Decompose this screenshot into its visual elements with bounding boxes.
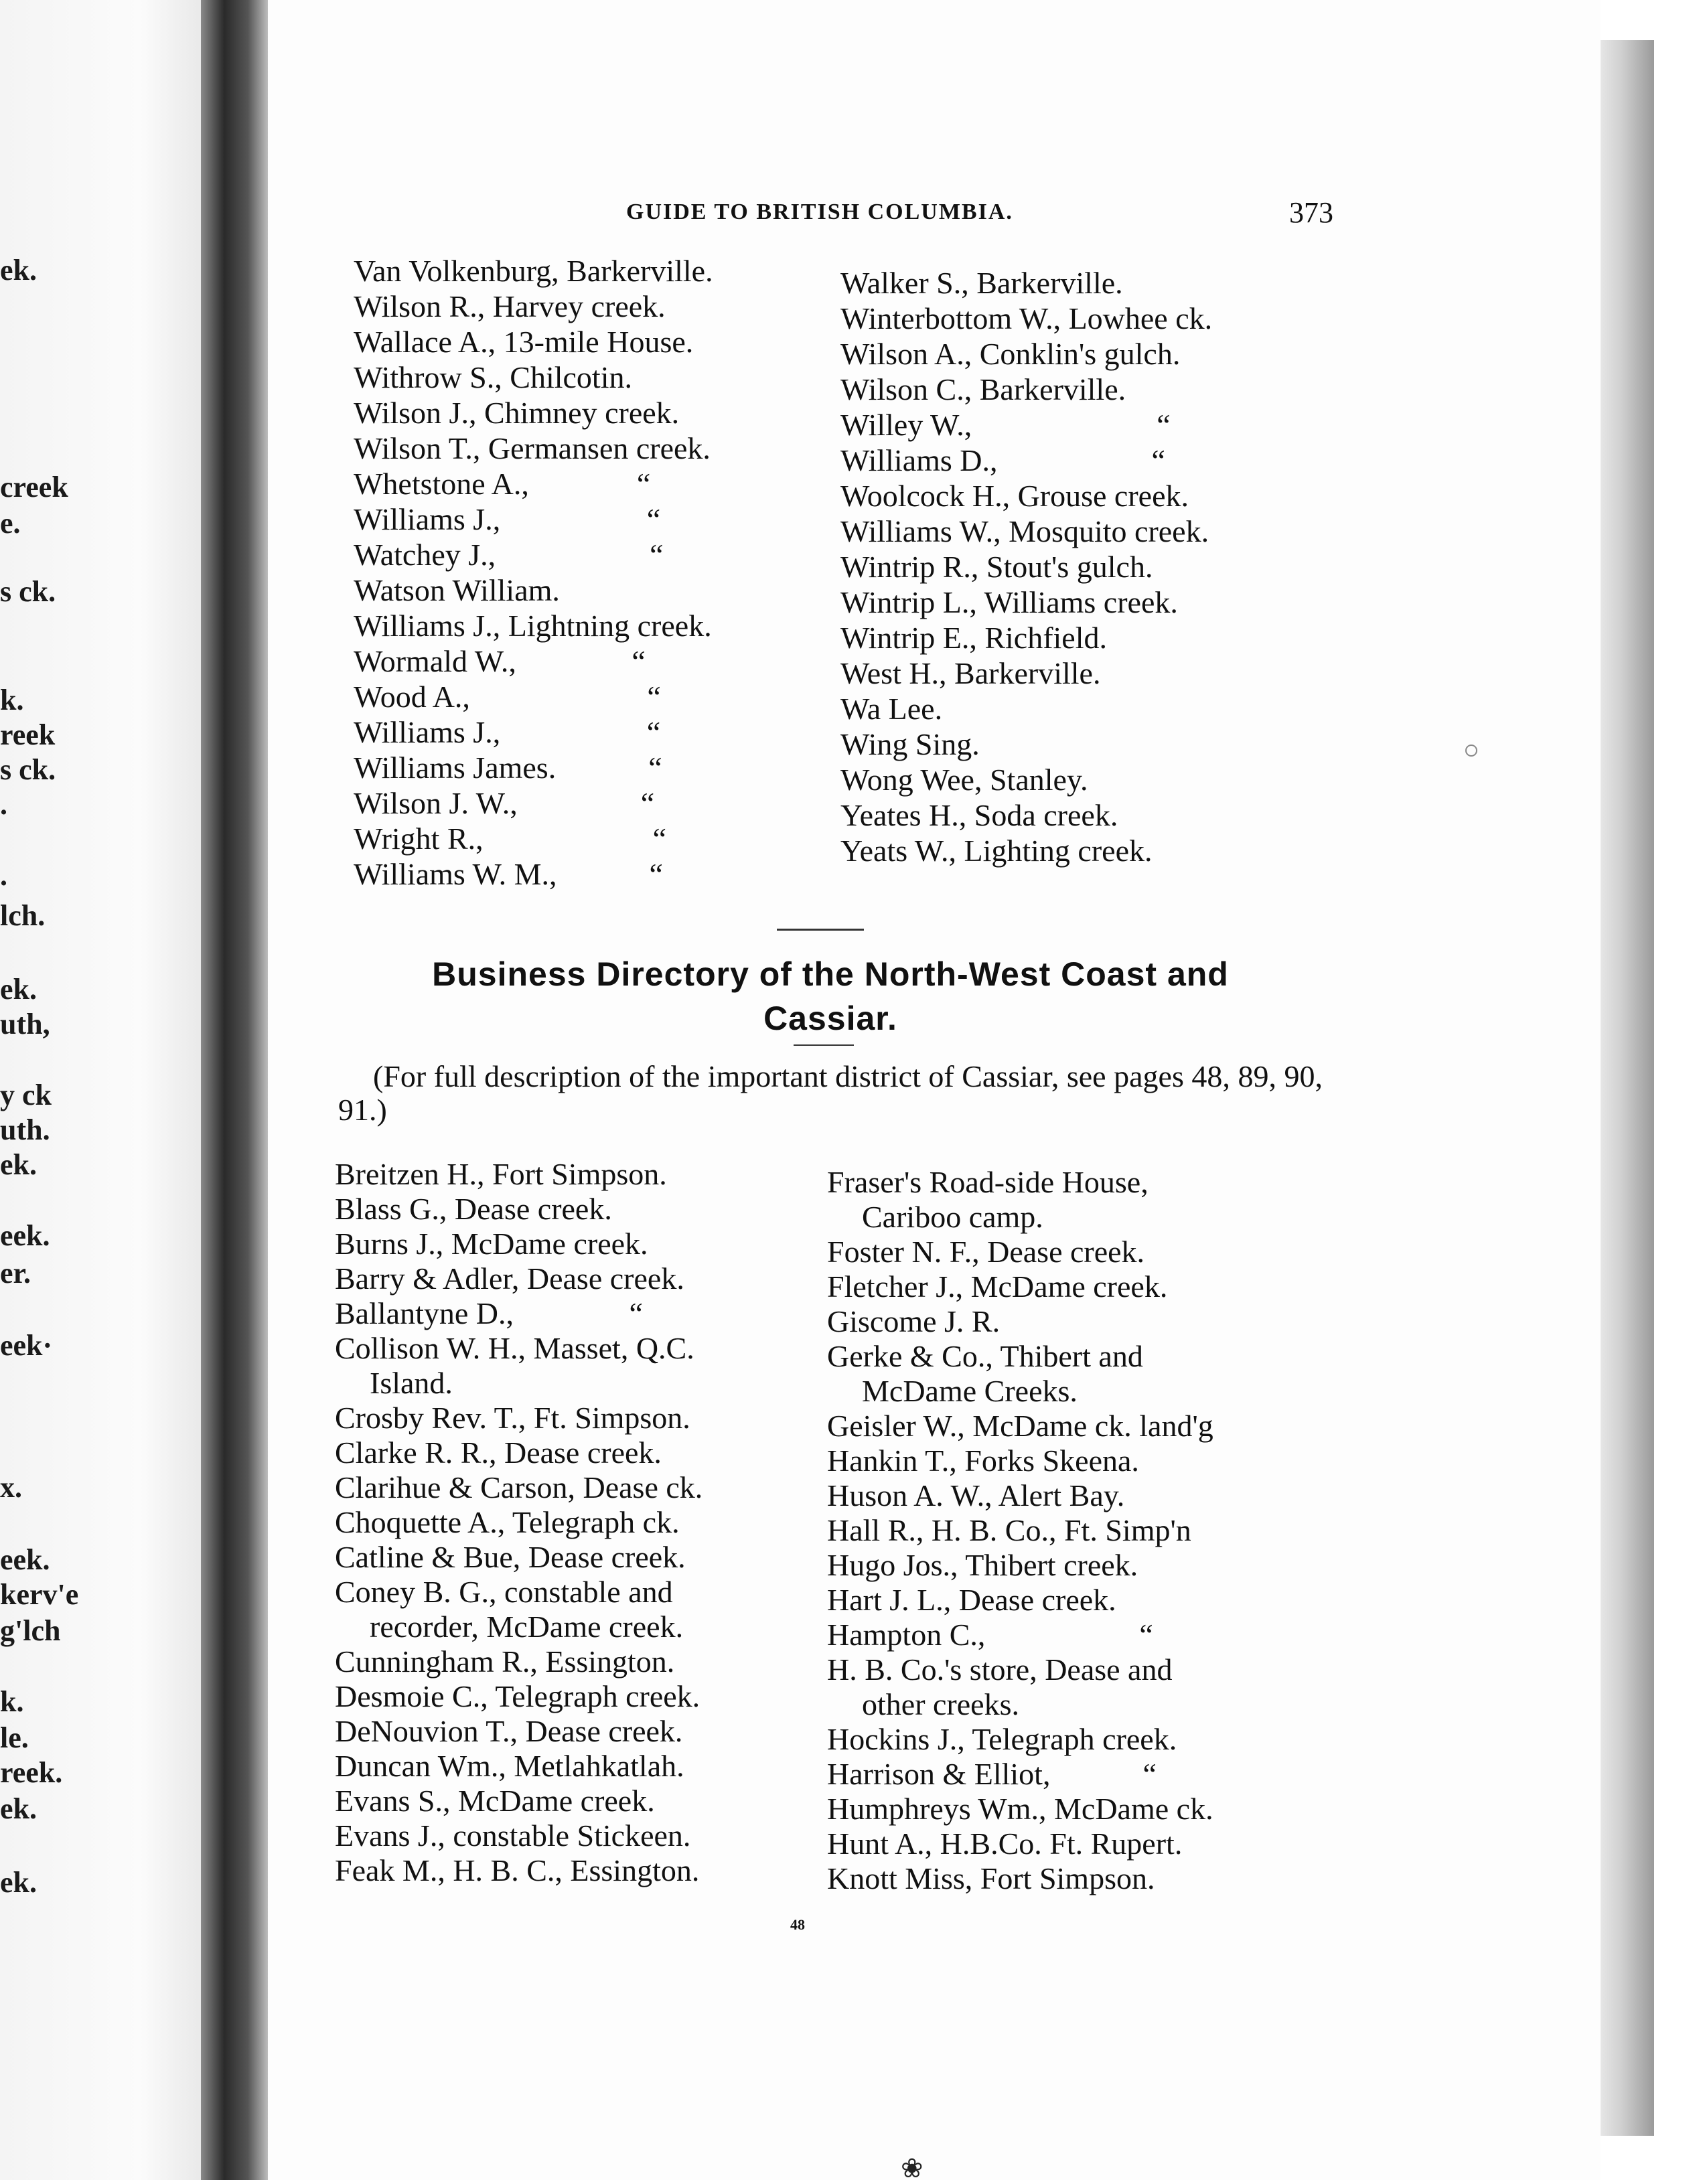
name-entry: Wormald W., “ bbox=[354, 644, 646, 678]
directory-entry: H. B. Co.'s store, Dease and bbox=[827, 1652, 1173, 1687]
name-entry: Williams J., “ bbox=[354, 715, 661, 749]
directory-entry-continuation: other creeks. bbox=[862, 1687, 1019, 1721]
directory-entry: Hampton C., “ bbox=[827, 1618, 1153, 1652]
name-entry: Withrow S., Chilcotin. bbox=[354, 360, 632, 394]
directory-entry: Ballantyne D., “ bbox=[335, 1296, 643, 1330]
directory-entry: Desmoie C., Telegraph creek. bbox=[335, 1679, 700, 1713]
name-entry: Winterbottom W., Lowhee ck. bbox=[840, 301, 1213, 335]
name-entry: Williams James. “ bbox=[354, 751, 662, 785]
directory-entry: Geisler W., McDame ck. land'g bbox=[827, 1409, 1213, 1443]
directory-entry: Choquette A., Telegraph ck. bbox=[335, 1505, 680, 1539]
name-entry: Wood A., “ bbox=[354, 680, 661, 714]
facing-page-fragment: y ck bbox=[0, 1079, 52, 1111]
directory-entry: Hart J. L., Dease creek. bbox=[827, 1583, 1116, 1617]
name-list-left-column bbox=[354, 253, 713, 892]
facing-page-fragment: le. bbox=[0, 1721, 29, 1754]
directory-entry: Burns J., McDame creek. bbox=[335, 1227, 648, 1261]
book-gutter bbox=[201, 0, 268, 2180]
directory-entry-continuation: Island. bbox=[370, 1366, 453, 1400]
facing-page-fragment: creek bbox=[0, 471, 68, 503]
name-entry: Yeates H., Soda creek. bbox=[840, 798, 1118, 832]
name-entry: Wilson A., Conklin's gulch. bbox=[840, 337, 1181, 371]
directory-entry: DeNouvion T., Dease creek. bbox=[335, 1714, 683, 1748]
facing-page-fragment: ek. bbox=[0, 1148, 37, 1181]
name-entry: Van Volkenburg, Barkerville. bbox=[354, 254, 713, 288]
name-entry: Williams W. M., “ bbox=[354, 857, 663, 891]
section-divider-bottom bbox=[794, 1044, 854, 1046]
directory-entry: Hunt A., H.B.Co. Ft. Rupert. bbox=[827, 1826, 1183, 1861]
name-entry: Wright R., “ bbox=[354, 822, 667, 856]
directory-entry: Hugo Jos., Thibert creek. bbox=[827, 1548, 1138, 1582]
name-entry: Woolcock H., Grouse creek. bbox=[840, 479, 1189, 513]
page-edge-shadow bbox=[1601, 40, 1654, 2136]
facing-page-fragment: ek. bbox=[0, 1792, 37, 1825]
facing-page-fragment: uth, bbox=[0, 1008, 50, 1040]
facing-page-fragment: er. bbox=[0, 1257, 31, 1290]
directory-entry: Giscome J. R. bbox=[827, 1304, 1001, 1338]
directory-entry: Catline & Bue, Dease creek. bbox=[335, 1540, 686, 1574]
directory-entry: Blass G., Dease creek. bbox=[335, 1192, 612, 1226]
directory-entry: Fraser's Road-side House, bbox=[827, 1165, 1149, 1199]
facing-page-fragment: kerv'e bbox=[0, 1578, 79, 1611]
name-entry: Whetstone A., “ bbox=[354, 467, 651, 501]
name-entry: Wilson T., Germansen creek. bbox=[354, 431, 711, 465]
directory-entry: Huson A. W., Alert Bay. bbox=[827, 1478, 1125, 1512]
facing-page-fragment: ek. bbox=[0, 973, 37, 1006]
name-entry: Yeats W., Lighting creek. bbox=[840, 834, 1153, 868]
name-entry: Wilson C., Barkerville. bbox=[840, 372, 1126, 406]
directory-entry: Hankin T., Forks Skeena. bbox=[827, 1444, 1139, 1478]
running-head: GUIDE TO BRITISH COLUMBIA. bbox=[626, 200, 1013, 224]
facing-page-fragment: . bbox=[0, 859, 7, 892]
name-entry: Wilson J., Chimney creek. bbox=[354, 396, 680, 430]
directory-entry: Clarihue & Carson, Dease ck. bbox=[335, 1470, 703, 1504]
directory-entry: Breitzen H., Fort Simpson. bbox=[335, 1157, 667, 1191]
name-entry: Wilson J. W., “ bbox=[354, 786, 655, 820]
name-entry: Watson William. bbox=[354, 573, 560, 607]
directory-entry-continuation: recorder, McDame creek. bbox=[370, 1610, 684, 1644]
directory-entry: Gerke & Co., Thibert and bbox=[827, 1339, 1143, 1373]
name-entry: Wa Lee. bbox=[840, 692, 943, 726]
name-entry: Wintrip L., Williams creek. bbox=[840, 585, 1178, 619]
name-entry: Wallace A., 13-mile House. bbox=[354, 325, 694, 359]
directory-right-column bbox=[827, 1165, 1213, 1896]
facing-page-fragment: eek· bbox=[0, 1329, 53, 1362]
name-entry: Williams W., Mosquito creek. bbox=[840, 514, 1209, 548]
facing-page-fragment: reek. bbox=[0, 1756, 63, 1789]
facing-page-fragment: . bbox=[0, 788, 7, 821]
facing-page-fragment: uth. bbox=[0, 1113, 50, 1146]
name-entry: Williams J., “ bbox=[354, 502, 661, 536]
directory-entry-continuation: Cariboo camp. bbox=[862, 1200, 1043, 1234]
printer-signature-mark: 48 bbox=[790, 1916, 805, 1933]
name-entry: Wing Sing. bbox=[840, 727, 980, 761]
scan-dot-mark bbox=[1465, 745, 1477, 757]
name-entry: West H., Barkerville. bbox=[840, 656, 1101, 690]
directory-entry: Fletcher J., McDame creek. bbox=[827, 1269, 1168, 1304]
facing-page-fragment: s ck. bbox=[0, 753, 56, 786]
directory-entry: Cunningham R., Essington. bbox=[335, 1644, 675, 1679]
directory-entry: Barry & Adler, Dease creek. bbox=[335, 1261, 684, 1296]
directory-entry: Hall R., H. B. Co., Ft. Simp'n bbox=[827, 1513, 1191, 1547]
name-entry: Watchey J., “ bbox=[354, 538, 664, 572]
facing-page-fragment: e. bbox=[0, 507, 21, 540]
facing-page-fragment: reek bbox=[0, 718, 56, 751]
facing-page-fragment: s ck. bbox=[0, 575, 56, 608]
directory-entry: Clarke R. R., Dease creek. bbox=[335, 1435, 662, 1470]
facing-page-fragment: eek. bbox=[0, 1543, 50, 1576]
page-number: 373 bbox=[1289, 196, 1333, 229]
directory-entry: Evans J., constable Stickeen. bbox=[335, 1818, 691, 1853]
facing-page-fragment: ek. bbox=[0, 1866, 37, 1899]
name-entry: Williams D., “ bbox=[840, 443, 1165, 477]
directory-entry: Collison W. H., Masset, Q.C. bbox=[335, 1331, 694, 1365]
name-entry: Wong Wee, Stanley. bbox=[840, 763, 1088, 797]
facing-page-fragment: ek. bbox=[0, 254, 37, 287]
directory-entry-continuation: McDame Creeks. bbox=[862, 1374, 1078, 1408]
section-title bbox=[338, 952, 1323, 1040]
section-title-line-2: Cassiar. bbox=[763, 1000, 897, 1037]
facing-page-fragment: x. bbox=[0, 1471, 22, 1504]
name-entry: Walker S., Barkerville. bbox=[840, 266, 1123, 300]
directory-entry: Humphreys Wm., McDame ck. bbox=[827, 1792, 1213, 1826]
name-entry: Williams J., Lightning creek. bbox=[354, 609, 712, 643]
section-title-line-1: Business Directory of the North-West Coast and bbox=[432, 955, 1229, 993]
section-divider-top bbox=[777, 929, 864, 931]
directory-entry: Knott Miss, Fort Simpson. bbox=[827, 1861, 1155, 1895]
directory-entry: Feak M., H. B. C., Essington. bbox=[335, 1853, 700, 1887]
directory-entry: Foster N. F., Dease creek. bbox=[827, 1235, 1145, 1269]
section-note: (For full description of the important district of Cassiar, see pages 48, 89, 90, 91.) bbox=[338, 1059, 1323, 1127]
directory-left-column bbox=[335, 1157, 702, 1888]
name-entry: Wintrip R., Stout's gulch. bbox=[840, 550, 1153, 584]
name-entry: Wilson R., Harvey creek. bbox=[354, 289, 666, 323]
directory-entry: Evans S., McDame creek. bbox=[335, 1784, 655, 1818]
facing-page-fragment: k. bbox=[0, 1685, 24, 1718]
directory-entry: Coney B. G., constable and bbox=[335, 1575, 673, 1609]
facing-page-fragment: g'lch bbox=[0, 1614, 61, 1647]
name-entry: Willey W., “ bbox=[840, 408, 1171, 442]
facing-page-fragment: lch. bbox=[0, 899, 46, 932]
directory-entry: Crosby Rev. T., Ft. Simpson. bbox=[335, 1401, 690, 1435]
facing-page-fragment: eek. bbox=[0, 1219, 50, 1252]
directory-entry: Hockins J., Telegraph creek. bbox=[827, 1722, 1177, 1756]
name-entry: Wintrip E., Richfield. bbox=[840, 621, 1108, 655]
directory-entry: Duncan Wm., Metlahkatlah. bbox=[335, 1749, 684, 1783]
bottom-ornament-icon: ❀ bbox=[901, 2153, 923, 2183]
name-list-right-column bbox=[840, 265, 1212, 868]
directory-entry: Harrison & Elliot, “ bbox=[827, 1757, 1157, 1791]
facing-page-fragment: k. bbox=[0, 684, 24, 716]
